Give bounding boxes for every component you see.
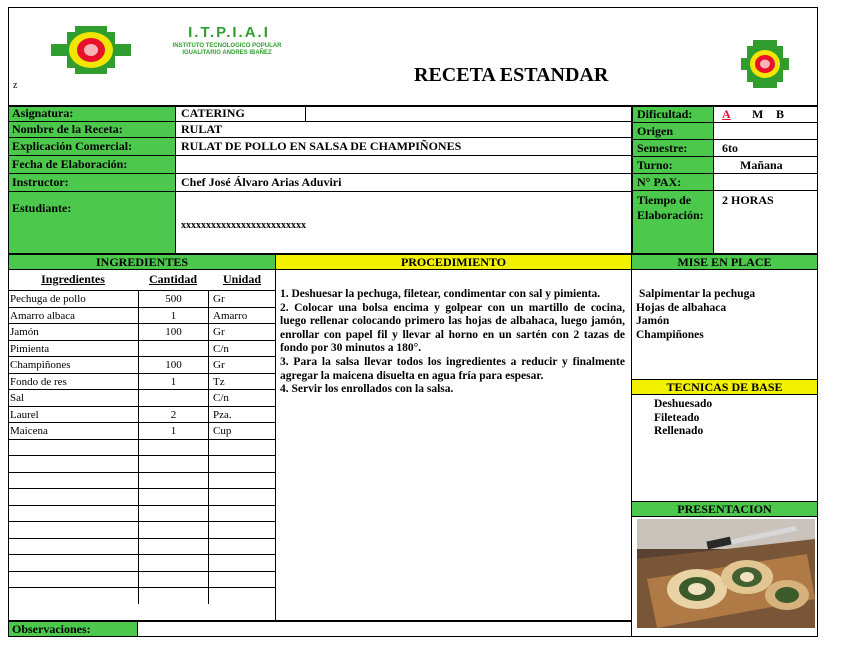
quantity-cell: 100 bbox=[138, 324, 208, 340]
estudiante-value: xxxxxxxxxxxxxxxxxxxxxxxxx bbox=[181, 220, 306, 231]
explicacion-label: Explicación Comercial: bbox=[12, 139, 133, 153]
quantity-cell bbox=[138, 588, 208, 604]
table-row bbox=[8, 455, 276, 472]
presentacion-header: PRESENTACION bbox=[631, 501, 818, 517]
ingredient-cell: Champiñones bbox=[10, 359, 71, 371]
row-divider bbox=[8, 137, 632, 138]
nombre-label: Nombre de la Receta: bbox=[12, 122, 123, 136]
turno-value: Mañana bbox=[740, 158, 783, 172]
unit-cell bbox=[208, 539, 276, 555]
table-row bbox=[8, 439, 276, 456]
row-divider bbox=[8, 173, 632, 174]
procedure-step: 1. Deshuesar la pechuga, filetear, condimentar con sal y pimienta. bbox=[280, 288, 601, 300]
observaciones-field[interactable] bbox=[137, 621, 632, 637]
table-row bbox=[8, 587, 276, 604]
unit-cell: Tz bbox=[208, 374, 276, 390]
ingredient-cell: Fondo de res bbox=[10, 375, 67, 388]
ingredient-cell bbox=[8, 539, 138, 555]
ingredient-cell bbox=[8, 506, 138, 522]
tecnicas-items bbox=[654, 398, 804, 439]
procedure-step: 3. Para la salsa llevar todos los ingredientes a reducir y finalmente agregar la maicena disuelta en agua fría para espesar. bbox=[280, 355, 625, 382]
estudiante-label: Estudiante: bbox=[12, 201, 72, 215]
table-row bbox=[8, 422, 276, 439]
unit-cell: Gr bbox=[208, 357, 276, 373]
ingredientes-header: INGREDIENTES bbox=[8, 254, 276, 270]
quantity-cell bbox=[138, 390, 208, 406]
row-divider bbox=[632, 156, 818, 157]
dificultad-label: Dificultad: bbox=[637, 107, 693, 121]
ingredient-cell: Maicena bbox=[10, 425, 48, 437]
procedure-step: 4. Servir los enrollados con la salsa. bbox=[280, 383, 454, 396]
table-row bbox=[8, 571, 276, 588]
table-row bbox=[8, 488, 276, 505]
table-row bbox=[8, 554, 276, 571]
ingredient-cell bbox=[8, 456, 138, 472]
logo-line-1: INSTITUTO TECNOLOGICO POPULAR bbox=[172, 43, 282, 49]
table-row bbox=[8, 472, 276, 489]
tecnica-item: Fileteado bbox=[654, 411, 700, 424]
turno-label: Turno: bbox=[637, 158, 673, 172]
ingredient-cell: Amarro albaca bbox=[10, 309, 76, 322]
quantity-cell: 2 bbox=[138, 407, 208, 423]
unit-cell bbox=[208, 456, 276, 472]
table-row bbox=[8, 406, 276, 423]
asignatura-label: Asignatura: bbox=[12, 106, 74, 120]
row-divider bbox=[8, 155, 632, 156]
table-row bbox=[8, 323, 276, 340]
unit-cell bbox=[208, 506, 276, 522]
nombre-value: RULAT bbox=[181, 122, 223, 136]
col-unidad-header: Unidad bbox=[222, 272, 262, 286]
ingredient-cell bbox=[8, 588, 138, 604]
ingredients-rows bbox=[8, 290, 276, 604]
col-cantidad-header: Cantidad bbox=[148, 272, 198, 286]
unit-cell: Pza. bbox=[208, 407, 276, 423]
dificultad-m: M bbox=[752, 107, 764, 121]
unit-cell: Cup bbox=[208, 423, 276, 439]
row-divider bbox=[632, 173, 818, 174]
origen-label: Origen bbox=[637, 124, 673, 138]
row-divider bbox=[632, 139, 818, 140]
institute-logo-icon bbox=[37, 24, 145, 76]
quantity-cell bbox=[138, 572, 208, 588]
quantity-cell bbox=[138, 555, 208, 571]
unit-cell bbox=[208, 555, 276, 571]
tiempo-value: 2 HORAS bbox=[722, 193, 774, 207]
procedure-steps bbox=[280, 288, 625, 397]
explicacion-value: RULAT DE POLLO EN SALSA DE CHAMPIÑONES bbox=[181, 139, 462, 153]
ingredient-cell bbox=[8, 522, 138, 538]
unit-cell bbox=[208, 440, 276, 456]
mise-item: Hojas de albahaca bbox=[636, 301, 727, 314]
cell-divider bbox=[305, 106, 306, 122]
unit-cell bbox=[208, 572, 276, 588]
mise-items bbox=[636, 288, 814, 342]
table-row bbox=[8, 505, 276, 522]
unit-cell bbox=[208, 588, 276, 604]
quantity-cell bbox=[138, 539, 208, 555]
mise-item: Champiñones bbox=[636, 328, 704, 341]
pax-label: N° PAX: bbox=[637, 175, 682, 189]
table-row bbox=[8, 340, 276, 357]
tecnica-item: Rellenado bbox=[654, 425, 704, 438]
dificultad-a: A bbox=[722, 107, 731, 121]
ingredient-cell: Laurel bbox=[10, 408, 39, 421]
unit-cell: C/n bbox=[208, 341, 276, 357]
unit-cell: C/n bbox=[208, 390, 276, 406]
logo-line-2: IGUALITARIO ANDRES IBAÑEZ bbox=[182, 50, 272, 56]
header-box bbox=[8, 7, 818, 106]
page-title: RECETA ESTANDAR bbox=[414, 64, 609, 86]
instructor-label: Instructor: bbox=[12, 175, 69, 189]
observaciones-label: Observaciones: bbox=[8, 621, 138, 637]
ingredient-cell bbox=[8, 440, 138, 456]
asignatura-value: CATERING bbox=[181, 106, 245, 120]
fecha-label: Fecha de Elaboración: bbox=[12, 157, 128, 171]
side-value-column bbox=[713, 106, 818, 254]
col-ingrediente-header: Ingredientes bbox=[41, 272, 105, 286]
table-row bbox=[8, 356, 276, 373]
table-row bbox=[8, 521, 276, 538]
quantity-cell bbox=[138, 522, 208, 538]
mise-item: Salpimentar la pechuga bbox=[639, 288, 756, 300]
quantity-cell: 1 bbox=[138, 374, 208, 390]
instructor-value: Chef José Álvaro Arias Aduviri bbox=[181, 175, 342, 189]
row-divider bbox=[632, 122, 818, 123]
ingredient-cell bbox=[8, 489, 138, 505]
quantity-cell bbox=[138, 506, 208, 522]
corner-mark: z bbox=[13, 80, 18, 91]
quantity-cell: 1 bbox=[138, 423, 208, 439]
procedimiento-header: PROCEDIMIENTO bbox=[275, 254, 632, 270]
table-row bbox=[8, 373, 276, 390]
ingredient-cell bbox=[8, 555, 138, 571]
tecnica-item: Deshuesado bbox=[654, 398, 713, 410]
quantity-cell bbox=[138, 456, 208, 472]
quantity-cell: 1 bbox=[138, 308, 208, 324]
emblem-icon bbox=[737, 38, 793, 90]
dificultad-b: B bbox=[776, 107, 785, 121]
tiempo-label-2: Elaboración: bbox=[637, 208, 704, 222]
ingredient-cell: Sal bbox=[10, 392, 25, 404]
mise-header: MISE EN PLACE bbox=[631, 254, 818, 270]
tiempo-label-1: Tiempo de bbox=[637, 193, 692, 207]
unit-cell: Amarro bbox=[208, 308, 276, 324]
unit-cell bbox=[208, 473, 276, 489]
table-row bbox=[8, 290, 276, 307]
semestre-value: 6to bbox=[722, 141, 738, 155]
unit-cell bbox=[208, 522, 276, 538]
table-row bbox=[8, 307, 276, 324]
quantity-cell bbox=[138, 440, 208, 456]
ingredient-cell bbox=[8, 572, 138, 588]
unit-cell: Gr bbox=[208, 291, 276, 307]
dish-photo bbox=[637, 519, 815, 628]
quantity-cell bbox=[138, 489, 208, 505]
tecnicas-header: TECNICAS DE BASE bbox=[631, 379, 818, 395]
ingredient-cell: Pechuga de pollo bbox=[10, 293, 86, 305]
ingredient-cell: Jamón bbox=[10, 326, 39, 338]
table-row bbox=[8, 389, 276, 406]
quantity-cell: 100 bbox=[138, 357, 208, 373]
unit-cell: Gr bbox=[208, 324, 276, 340]
procedure-step: 2. Colocar una bolsa encima y golpear con un martillo de cocina, luego rellenar colocando primero las hojas de albahaca, luego jamón, enrollar con papel fil y llevar al horno en un sartén con 2 tazas de fondo por 30 minutos a 180°. bbox=[280, 301, 625, 355]
row-divider bbox=[8, 191, 632, 192]
row-divider bbox=[632, 190, 818, 191]
unit-cell bbox=[208, 489, 276, 505]
mise-item: Jamón bbox=[636, 315, 670, 328]
ingredient-cell bbox=[8, 473, 138, 489]
semestre-label: Semestre: bbox=[637, 141, 688, 155]
ingredient-cell: Pimienta bbox=[10, 342, 50, 355]
quantity-cell bbox=[138, 341, 208, 357]
quantity-cell: 500 bbox=[138, 291, 208, 307]
quantity-cell bbox=[138, 473, 208, 489]
table-row bbox=[8, 538, 276, 555]
logo-acronym: I.T.P.I.A.I bbox=[188, 24, 270, 41]
